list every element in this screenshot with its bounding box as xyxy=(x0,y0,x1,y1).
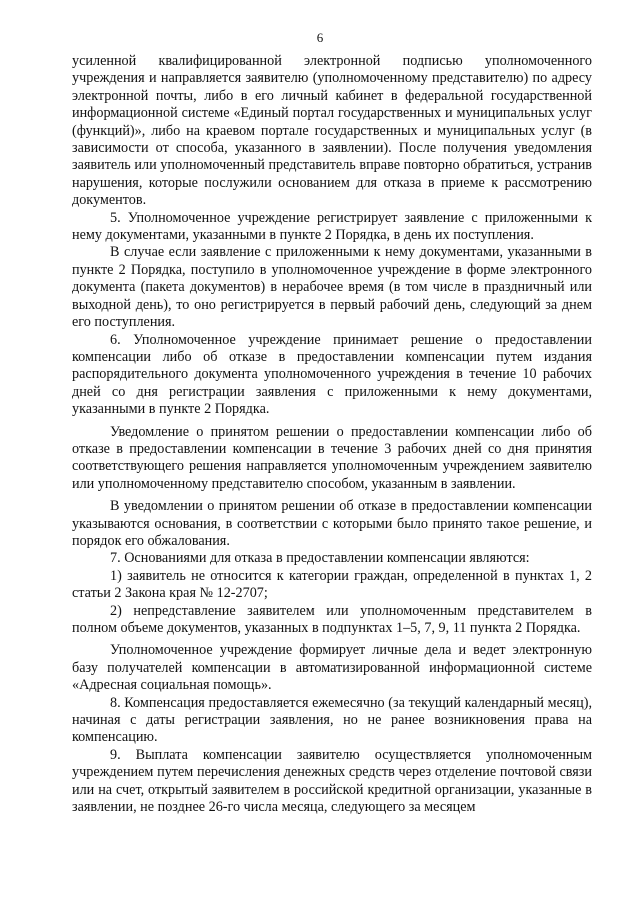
paragraph-item-8: 8. Компенсация предоставляется ежемесячно (за текущий календарный месяц), начиная с даты регистрации заявления, но не ранее возникновения права на компенсацию. xyxy=(72,694,592,746)
paragraph-refusal-ground-1: 1) заявитель не относится к категории граждан, определенной в пунктах 1, 2 статьи 2 Закона края № 12-2707; xyxy=(72,567,592,602)
paragraph-continuation: усиленной квалифицированной электронной подписью уполномоченного учреждения и направляется заявителю (уполномоченному представителю) по адресу электронной почты, либо в его личный кабинет в федеральной государственной информационной системе «Единый портал государственных и муниципальных услуг (функций)», либо на краевом портале государственных и муниципальных услуг (в зависимости от способа, указанного в заявлении). После получения уведомления заявитель или уполномоченный представитель вправе повторно обратиться, устранив нарушения, которые послужили основанием для отказа в приеме к рассмотрению документов. xyxy=(72,53,592,209)
paragraph-item-7: 7. Основаниями для отказа в предоставлении компенсации являются: xyxy=(110,550,530,567)
paragraph-refusal-ground-2: 2) непредставление заявителем или уполномоченным представителем в полном объеме документов, указанных в подпунктах 1–5, 7, 9, 11 пункта 2 Порядка. xyxy=(72,602,592,636)
paragraph-item-5: 5. Уполномоченное учреждение регистрирует заявление с приложенными к нему документами, указанными в пункте 2 Порядка, в день их поступления. xyxy=(72,209,592,244)
paragraph-refusal-notice: В уведомлении о принятом решении об отказе в предоставлении компенсации указываются основания, в соответствии с которыми было принято такое решение, и порядок его обжалования. xyxy=(72,498,592,549)
page-number: 6 xyxy=(316,30,324,45)
paragraph-item-9: 9. Выплата компенсации заявителю осуществляется уполномоченным учреждением путем перечисления денежных средств через отделение почтовой связи или на счет, открытый заявителем в российской кредитной организации, указанные в заявлении, не позднее 26-го числа месяца, следующего за месяцем xyxy=(72,746,592,816)
paragraph-electronic-registration: В случае если заявление с приложенными к нему документами, указанными в пункте 2 Порядка, поступило в уполномоченное учреждение в форме электронного документа (пакета документов) в нерабочее время (в том числе в праздничный или выходной день), то оно регистрируется в первый рабочий день, следующий за днем его поступления. xyxy=(72,244,592,331)
document-body xyxy=(72,53,592,816)
paragraph-decision-notice: Уведомление о принятом решении о предоставлении компенсации либо об отказе в предоставлении компенсации в течение 3 рабочих дней со дня принятия соответствующего решения направляется уполномоченным учреждением заявителю или уполномоченному представителю способом, указанным в заявлении. xyxy=(72,423,592,492)
paragraph-item-6: 6. Уполномоченное учреждение принимает решение о предоставлении компенсации либо об отказе в предоставлении компенсации путем издания распорядительного документа уполномоченного учреждения в течение 10 рабочих дней со дня регистрации заявления с приложенными к нему документами, указанными в пункте 2 Порядка. xyxy=(72,331,592,418)
paragraph-personal-files: Уполномоченное учреждение формирует личные дела и ведет электронную базу получателей компенсации в автоматизированной информационной системе «Адресная социальная помощь». xyxy=(72,642,592,694)
